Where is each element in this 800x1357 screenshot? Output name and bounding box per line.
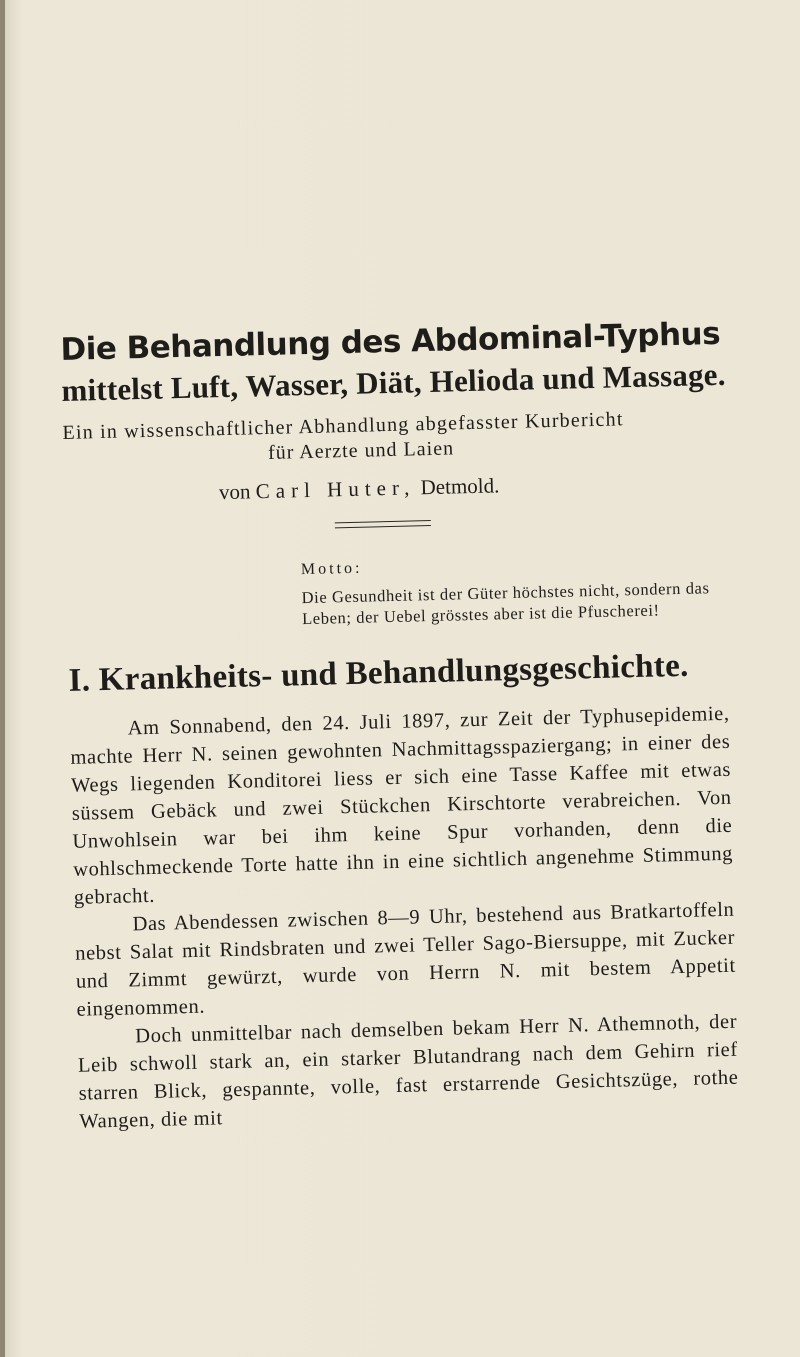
author-name: Carl Huter, xyxy=(255,475,416,504)
page-content xyxy=(60,314,739,1136)
body-paragraph: Das Abendessen zwischen 8—9 Uhr, bestehend aus Bratkartoffeln nebst Salat mit Rindsbraten und zwei Teller Sago-Biersuppe, mit Zucker und Zimmt gewürzt, wurde von Herrn N. mit bestem Appetit eingenommen. xyxy=(74,898,737,1021)
page-spine-edge xyxy=(0,0,5,1357)
author-place: Detmold. xyxy=(420,473,500,500)
byline-prefix: von xyxy=(218,479,251,505)
title-line-2: mittelst Luft, Wasser, Diät, Helioda und Massage. xyxy=(61,356,726,408)
motto-label: Motto: xyxy=(300,559,363,579)
byline xyxy=(64,468,724,509)
chapter-heading: I. Krankheits- und Behandlungsgeschichte. xyxy=(68,647,690,699)
body-paragraph: Doch unmittelbar nach demselben bekam Herr N. Athemnoth, der Leib schwoll stark an, ein starker Blutandrang nach dem Gehirn rief starren Blick, gespannte, volle, fast erstarrende Gesichtszüge, rothe Wangen, die mit xyxy=(77,1010,739,1133)
title-line-1: Die Behandlung des Abdominal-Typhus xyxy=(60,315,721,368)
body-paragraph: Am Sonnabend, den 24. Juli 1897, zur Zeit der Typhusepidemie, machte Herr N. seinen gewohnten Nachmittagsspaziergang; in einer des Wegs liegenden Konditorei liess er sich eine Tasse Kaffee mit etwas süssem Gebäck und zwei Stückchen Kirschtorte verabreichen. Von Unwohlsein war bei ihm keine Spur vorhanden, denn die wohlschmeckende Torte hatte ihn in eine sichtlich angenehme Stimmung gebracht. xyxy=(70,702,734,909)
subtitle-line-2: für Aerzte und Laien xyxy=(267,437,455,464)
double-rule-divider xyxy=(335,520,431,528)
subtitle-line-1: Ein in wissenschaftlicher Abhandlung abgefasster Kurbericht xyxy=(62,408,624,444)
motto-text: Die Gesundheit ist der Güter höchstes nicht, sondern das Leben; der Uebel grösstes aber ist die Pfuscherei! xyxy=(301,578,710,629)
body-text xyxy=(69,700,739,1136)
